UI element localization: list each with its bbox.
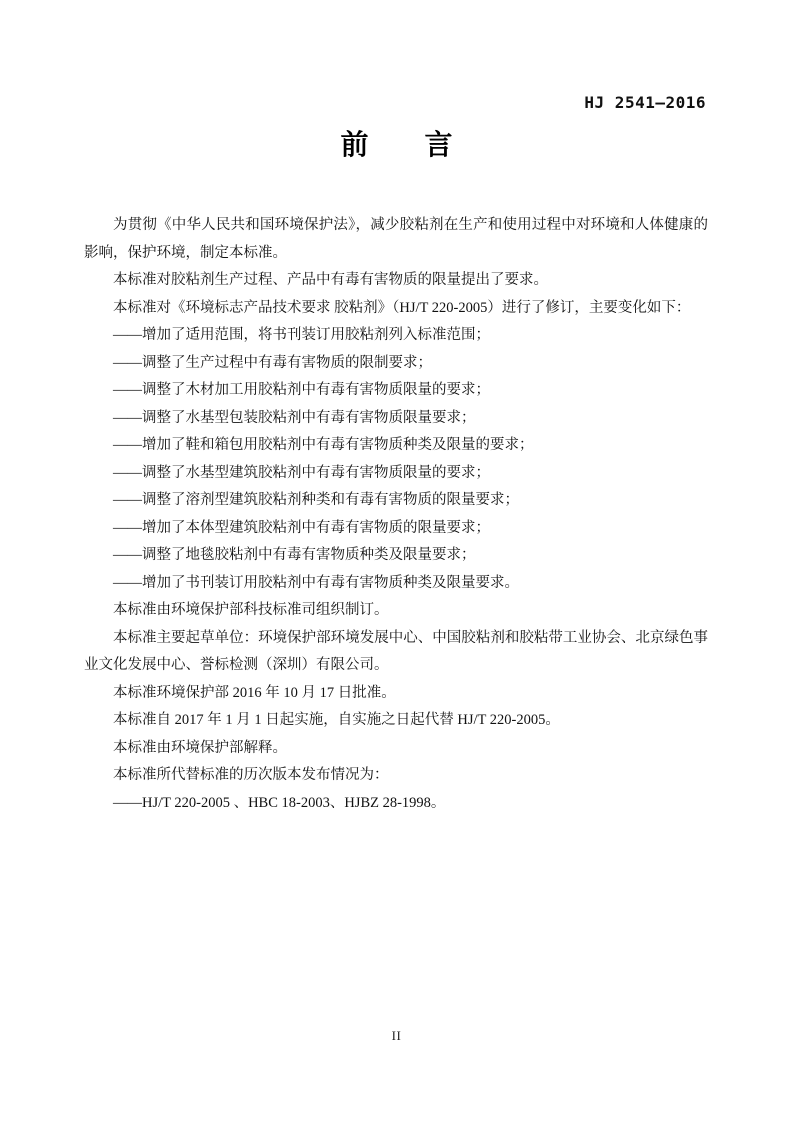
change-list-item: ——增加了书刊装订用胶粘剂中有毒有害物质种类及限量要求。 <box>113 574 519 591</box>
paragraph: 本标准环境保护部 2016 年 10 月 17 日批准。 <box>113 684 396 701</box>
change-list-item: ——增加了鞋和箱包用胶粘剂中有毒有害物质种类及限量的要求； <box>113 437 534 453</box>
change-list-item: ——HJ/T 220-2005 、HBC 18-2003、HJBZ 28-1998。 <box>113 794 446 811</box>
page-title: 前 言 <box>340 129 453 160</box>
paragraph: 本标准主要起草单位：环境保护部环境发展中心、中国胶粘剂和胶粘带工业协会、北京绿色事业文化发展中心、誉标检测（深圳）有限公司。 <box>84 629 708 673</box>
paragraph: 本标准由环境保护部解释。 <box>113 739 287 756</box>
paragraph: 本标准由环境保护部科技标准司组织制订。 <box>113 602 389 618</box>
foreword-content <box>84 212 708 817</box>
change-list-item: ——调整了溶剂型建筑胶粘剂种类和有毒有害物质的限量要求； <box>113 492 519 508</box>
change-list-item: ——增加了适用范围，将书刊装订用胶粘剂列入标准范围； <box>113 327 490 343</box>
page-number: II <box>391 1028 402 1043</box>
change-list-item: ——增加了本体型建筑胶粘剂中有毒有害物质的限量要求； <box>113 519 490 536</box>
standard-number: HJ 2541—2016 <box>584 93 706 112</box>
change-list-item: ——调整了水基型包装胶粘剂中有毒有害物质限量要求； <box>113 409 476 426</box>
paragraph: 本标准自 2017 年 1 月 1 日起实施，自实施之日起代替 HJ/T 220-2005。 <box>113 712 560 728</box>
paragraph: 为贯彻《中华人民共和国环境保护法》，减少胶粘剂在生产和使用过程中对环境和人体健康的影响，保护环境，制定本标准。 <box>84 217 708 261</box>
paragraph: 本标准对胶粘剂生产过程、产品中有毒有害物质的限量提出了要求。 <box>113 272 548 288</box>
change-list-item: ——调整了木材加工用胶粘剂中有毒有害物质限量的要求； <box>113 382 490 398</box>
paragraph: 本标准所代替标准的历次版本发布情况为： <box>113 767 389 783</box>
change-list-item: ——调整了地毯胶粘剂中有毒有害物质种类及限量要求； <box>113 547 476 563</box>
change-list-item: ——调整了生产过程中有毒有害物质的限制要求； <box>113 354 432 371</box>
change-list-item: ——调整了水基型建筑胶粘剂中有毒有害物质限量的要求； <box>113 464 490 481</box>
paragraph: 本标准对《环境标志产品技术要求 胶粘剂》（HJ/T 220-2005）进行了修订，主要变化如下： <box>113 299 691 316</box>
